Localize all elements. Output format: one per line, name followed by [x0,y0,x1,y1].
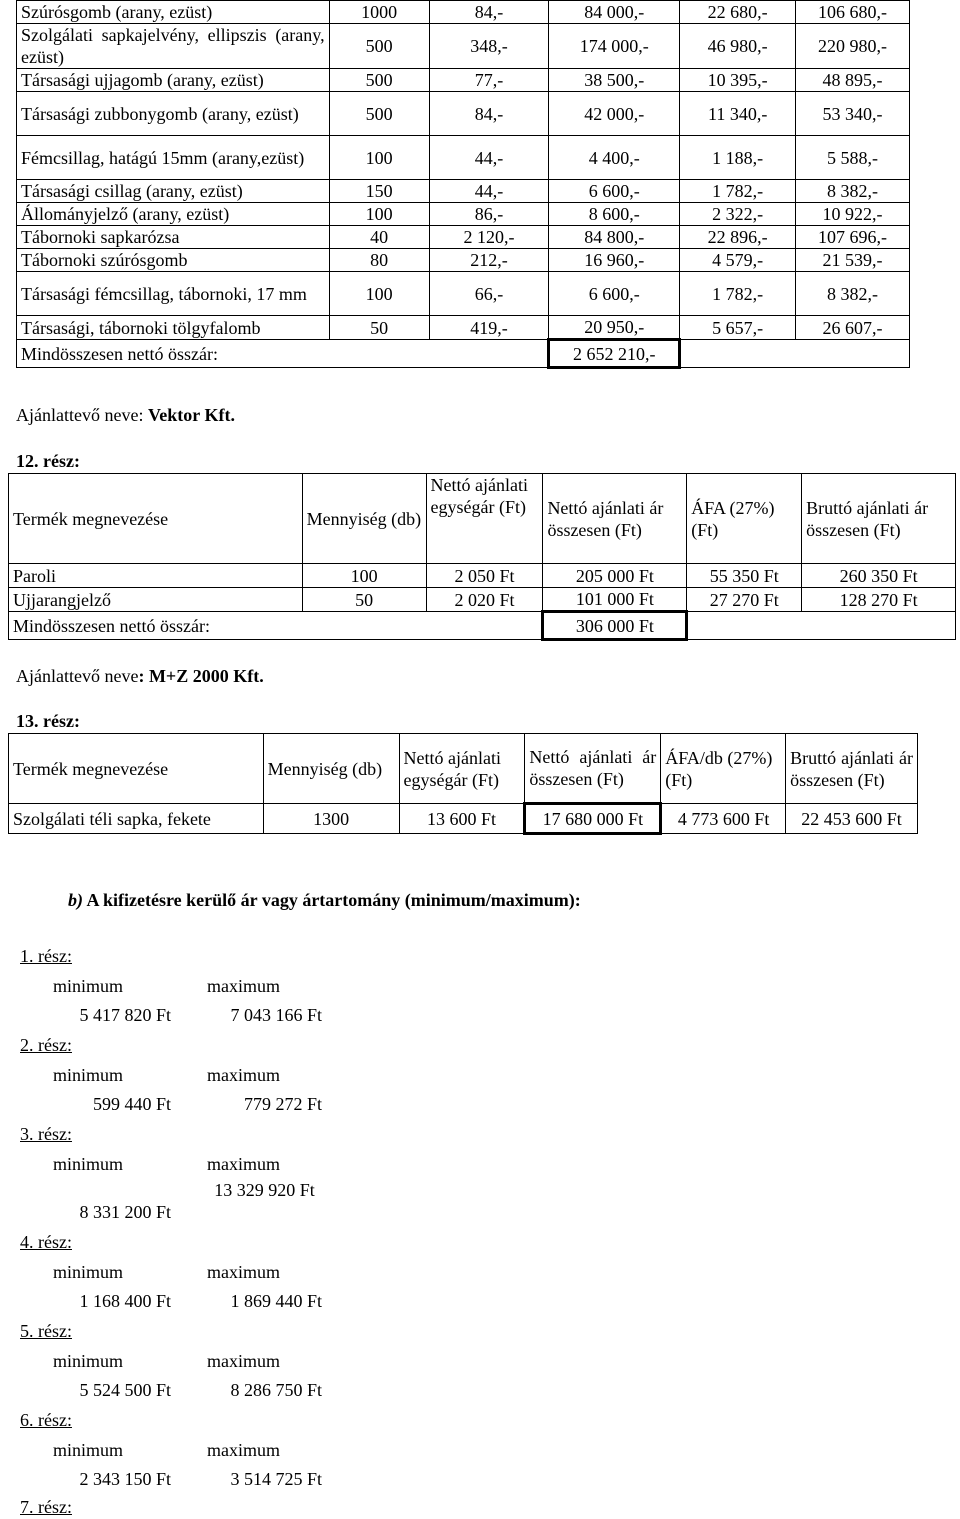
unit-price-cell: 13 600 Ft [399,804,525,834]
quantity-cell: 1300 [263,804,399,834]
vat-cell: 4 579,- [680,249,796,272]
quantity-cell: 500 [329,92,429,136]
bidder-name: Vektor Kft. [147,405,235,425]
product-name-cell: Társasági zubbonygomb (arany, ezüst) [17,92,330,136]
table-row [9,588,956,612]
unit-price-cell: 419,- [429,316,549,340]
total-value: 2 652 210,- [549,340,680,368]
bidder-line-2: Ajánlattevő neve: M+Z 2000 Kft. [16,666,264,686]
gross-total-cell: 22 453 600 Ft [786,804,918,834]
product-name-cell: Társasági, tábornoki tölgyfalomb [17,316,330,340]
unit-price-cell: 44,- [429,180,549,203]
net-total-cell: 17 680 000 Ft [525,804,661,834]
maximum-label: maximum [207,1262,280,1282]
net-total-cell: 6 600,- [549,180,680,203]
gross-total-cell: 106 680,- [796,1,910,24]
table-row [17,136,910,180]
quantity-cell: 50 [302,588,426,612]
unit-price-cell: 2 120,- [429,226,549,249]
gross-total-cell: 53 340,- [796,92,910,136]
price-table-part-13 [8,733,918,835]
minimum-label: minimum [53,1154,124,1174]
vat-cell: 1 188,- [680,136,796,180]
product-name-cell: Szúrósgomb (arany, ezüst) [17,1,330,24]
gross-total-cell: 48 895,- [796,69,910,92]
product-name-cell: Társasági ujjagomb (arany, ezüst) [17,69,330,92]
unit-price-cell: 77,- [429,69,549,92]
header-quantity: Mennyiség (db) [302,474,426,564]
header-gross-total: Bruttó ajánlati ár összesen (Ft) [802,474,956,564]
net-total-cell: 174 000,- [549,24,680,69]
maximum-value: 779 272 Ft [243,1094,322,1114]
header-gross-total: Bruttó ajánlati ár összesen (Ft) [786,734,918,804]
net-total-cell: 42 000,- [549,92,680,136]
unit-price-cell: 86,- [429,203,549,226]
part-label: 7. rész: [20,1497,72,1517]
bidder-line-1: Ajánlattevő neve: Vektor Kft. [16,405,235,425]
quantity-cell: 100 [329,203,429,226]
total-label: Mindösszesen nettó összár: [17,340,549,368]
quantity-cell: 100 [329,136,429,180]
table-row [17,272,910,316]
minimum-value: 599 440 Ft [92,1094,171,1114]
maximum-value: 13 329 920 Ft [214,1180,315,1200]
header-unit-price: Nettó ajánlati egységár (Ft) [399,734,525,804]
unit-price-cell: 84,- [429,1,549,24]
maximum-label: maximum [207,976,280,996]
net-total-cell: 16 960,- [549,249,680,272]
minimum-label: minimum [53,1262,124,1282]
unit-price-cell: 2 050 Ft [426,564,543,588]
table-row [17,24,910,69]
maximum-label: maximum [207,1154,280,1174]
total-label: Mindösszesen nettó összár: [9,612,543,640]
net-total-cell: 6 600,- [549,272,680,316]
price-table-part-12 [8,473,956,641]
product-name-cell: Paroli [9,564,303,588]
header-net-total: Nettó ajánlati ár összesen (Ft) [543,474,687,564]
total-empty-cell [680,340,910,368]
minimum-value: 5 524 500 Ft [79,1380,171,1400]
header-net-total: Nettó ajánlati ár összesen (Ft) [525,734,661,804]
header-quantity: Mennyiség (db) [263,734,399,804]
product-name-cell: Tábornoki sapkarózsa [17,226,330,249]
header-vat: ÁFA (27%) (Ft) [687,474,802,564]
gross-total-cell: 220 980,- [796,24,910,69]
gross-total-cell: 21 539,- [796,249,910,272]
unit-price-cell: 44,- [429,136,549,180]
section-b-heading [68,890,581,911]
table-row [17,316,910,340]
table-row [17,249,910,272]
vat-cell: 11 340,- [680,92,796,136]
total-value: 306 000 Ft [543,612,687,640]
product-name-cell: Állományjelző (arany, ezüst) [17,203,330,226]
maximum-value: 1 869 440 Ft [230,1291,322,1311]
quantity-cell: 50 [329,316,429,340]
table-row [9,804,918,834]
table-row [17,1,910,24]
vat-cell: 1 782,- [680,272,796,316]
minimum-value: 8 331 200 Ft [79,1202,171,1222]
unit-price-cell: 348,- [429,24,549,69]
product-name-cell: Szolgálati sapkajelvény, ellipszis (arany, ezüst) [17,24,330,69]
table-row [17,92,910,136]
vat-cell: 55 350 Ft [687,564,802,588]
vat-cell: 22 896,- [680,226,796,249]
product-name-cell: Fémcsillag, hatágú 15mm (arany,ezüst) [17,136,330,180]
unit-price-cell: 66,- [429,272,549,316]
quantity-cell: 500 [329,24,429,69]
gross-total-cell: 5 588,- [796,136,910,180]
vat-cell: 4 773 600 Ft [661,804,786,834]
maximum-value: 7 043 166 Ft [230,1005,322,1025]
gross-total-cell: 128 270 Ft [802,588,956,612]
quantity-cell: 150 [329,180,429,203]
header-product-name: Termék megnevezése [9,734,264,804]
net-total-cell: 20 950,- [549,316,680,340]
table-row [17,69,910,92]
product-name-cell: Tábornoki szúrósgomb [17,249,330,272]
minimum-label: minimum [53,976,124,996]
vat-cell: 1 782,- [680,180,796,203]
part-label: 1. rész: [20,946,72,966]
gross-total-cell: 8 382,- [796,272,910,316]
header-unit-price: Nettó ajánlati egységár (Ft) [426,474,543,564]
section-b-letter: b) [68,890,83,910]
net-total-cell: 84 800,- [549,226,680,249]
part-label: 2. rész: [20,1035,72,1055]
part-label: 5. rész: [20,1321,72,1341]
total-row [17,340,910,368]
unit-price-cell: 84,- [429,92,549,136]
part-label: 6. rész: [20,1410,72,1430]
product-name-cell: Társasági csillag (arany, ezüst) [17,180,330,203]
maximum-label: maximum [207,1440,280,1460]
quantity-cell: 80 [329,249,429,272]
gross-total-cell: 107 696,- [796,226,910,249]
vat-cell: 10 395,- [680,69,796,92]
part-13-title: 13. rész: [16,711,80,731]
gross-total-cell: 26 607,- [796,316,910,340]
quantity-cell: 500 [329,69,429,92]
table-row [9,564,956,588]
minimum-value: 5 417 820 Ft [79,1005,171,1025]
price-table-top [16,0,910,369]
maximum-value: 3 514 725 Ft [230,1469,322,1489]
gross-total-cell: 260 350 Ft [802,564,956,588]
part-label: 3. rész: [20,1124,72,1144]
maximum-label: maximum [207,1065,280,1085]
product-name-cell: Szolgálati téli sapka, fekete [9,804,264,834]
net-total-cell: 205 000 Ft [543,564,687,588]
table-row [17,203,910,226]
net-total-cell: 38 500,- [549,69,680,92]
gross-total-cell: 8 382,- [796,180,910,203]
quantity-cell: 1000 [329,1,429,24]
maximum-label: maximum [207,1351,280,1371]
vat-cell: 5 657,- [680,316,796,340]
table-row [17,180,910,203]
net-total-cell: 8 600,- [549,203,680,226]
bidder-name: : M+Z 2000 Kft. [138,666,264,686]
unit-price-cell: 212,- [429,249,549,272]
part-12-title: 12. rész: [16,451,80,471]
section-b-title: A kifizetésre kerülő ár vagy ártartomány (minimum/maximum): [86,890,581,910]
header-vat: ÁFA/db (27%) (Ft) [661,734,786,804]
vat-cell: 46 980,- [680,24,796,69]
vat-cell: 27 270 Ft [687,588,802,612]
header-product-name: Termék megnevezése [9,474,303,564]
net-total-cell: 84 000,- [549,1,680,24]
net-total-cell: 4 400,- [549,136,680,180]
total-empty-cell [687,612,956,640]
product-name-cell: Társasági fémcsillag, tábornoki, 17 mm [17,272,330,316]
minimum-label: minimum [53,1351,124,1371]
vat-cell: 2 322,- [680,203,796,226]
minimum-label: minimum [53,1065,124,1085]
vat-cell: 22 680,- [680,1,796,24]
quantity-cell: 100 [329,272,429,316]
table-row [17,226,910,249]
quantity-cell: 40 [329,226,429,249]
minimum-label: minimum [53,1440,124,1460]
quantity-cell: 100 [302,564,426,588]
product-name-cell: Ujjarangjelző [9,588,303,612]
unit-price-cell: 2 020 Ft [426,588,543,612]
maximum-value: 8 286 750 Ft [230,1380,322,1400]
minimum-value: 1 168 400 Ft [79,1291,171,1311]
part-label: 4. rész: [20,1232,72,1252]
gross-total-cell: 10 922,- [796,203,910,226]
minimum-value: 2 343 150 Ft [79,1469,171,1489]
net-total-cell: 101 000 Ft [543,588,687,612]
